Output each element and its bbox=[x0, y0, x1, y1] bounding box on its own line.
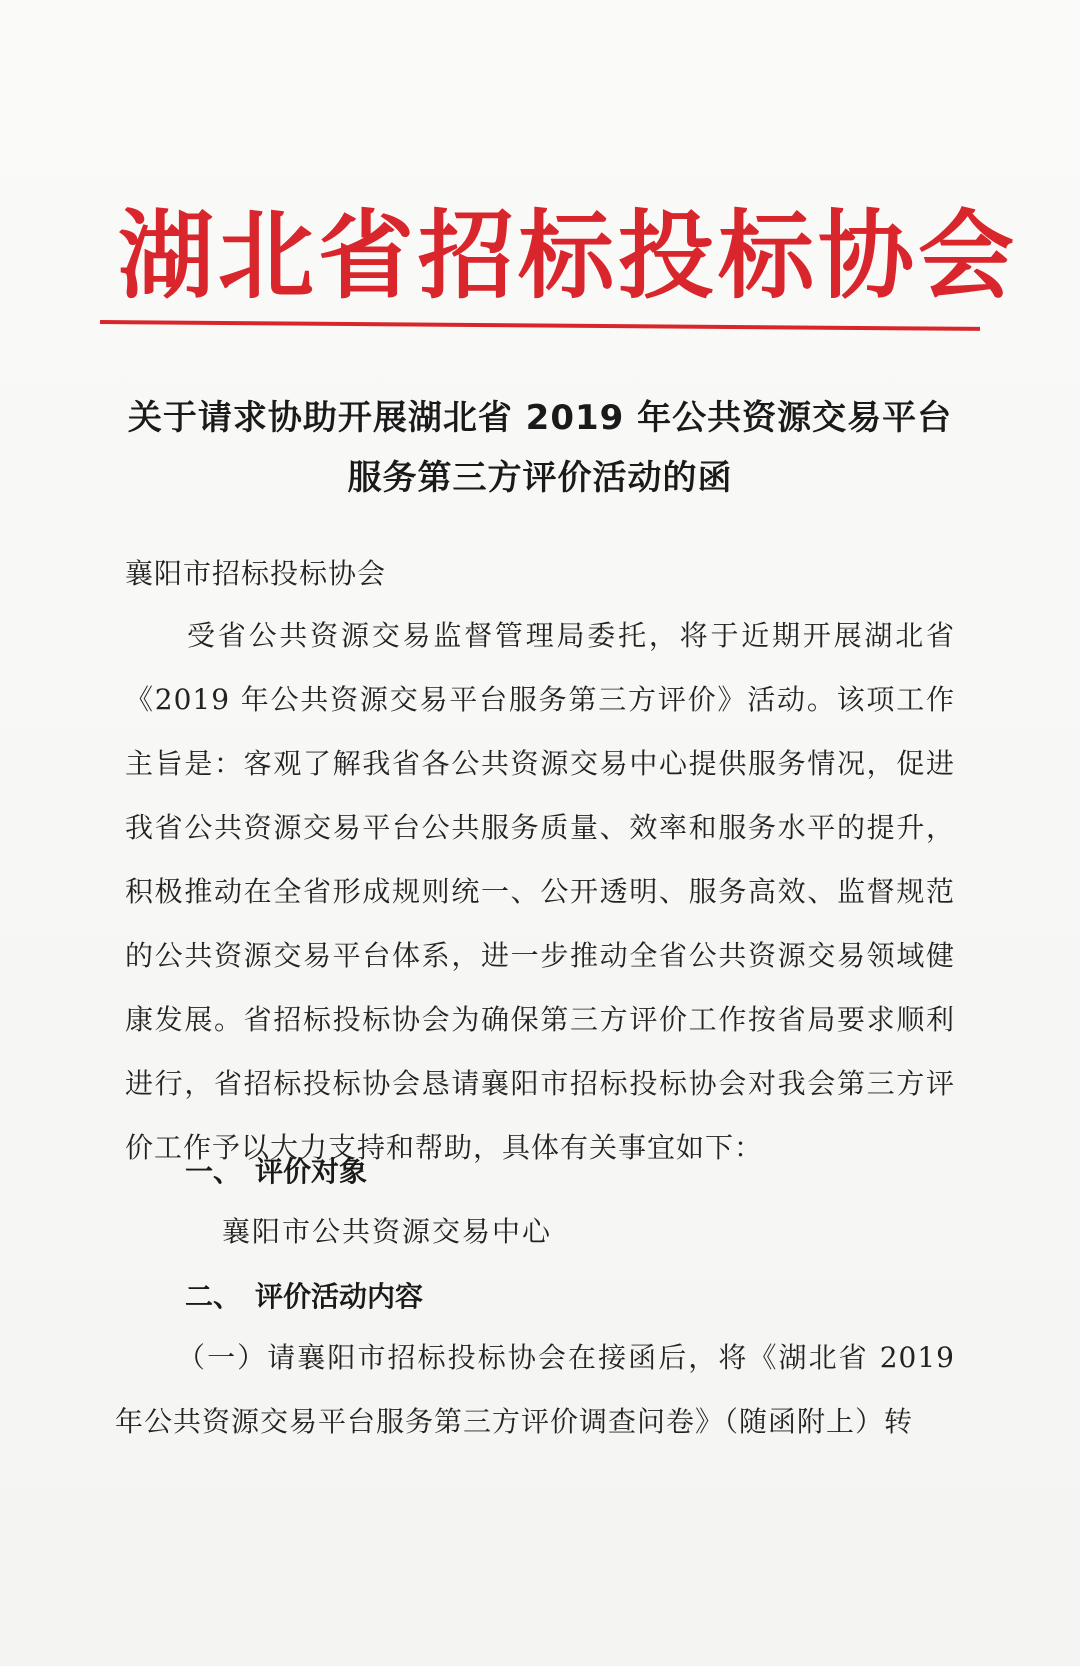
section-1-content: 襄阳市公共资源交易中心 bbox=[222, 1215, 553, 1248]
document-title-line-1: 关于请求协助开展湖北省 2019 年公共资源交易平台 bbox=[127, 398, 953, 438]
document-title-line-2: 服务第三方评价活动的函 bbox=[347, 458, 733, 498]
salutation: 襄阳市招标投标协会 bbox=[125, 557, 387, 590]
section-2-number: 二、 bbox=[185, 1280, 242, 1313]
section-1-title: 评价对象 bbox=[255, 1155, 368, 1188]
letterhead-red-rule bbox=[100, 320, 980, 331]
section-2-item-1: （一）请襄阳市招标投标协会在接函后，将《湖北省 2019 年公共资源交易平台服务第三方评价调查问卷》（随函附上）转 bbox=[115, 1341, 955, 1438]
section-2-title: 评价活动内容 bbox=[255, 1280, 424, 1313]
section-1-heading bbox=[185, 1150, 367, 1190]
section-1-number: 一、 bbox=[185, 1155, 242, 1188]
letterhead-title: 湖北省招标投标协会 bbox=[118, 199, 1018, 312]
body-paragraph-1: 受省公共资源交易监督管理局委托，将于近期开展湖北省《2019 年公共资源交易平台服务第三方评价》活动。该项工作主旨是：客观了解我省各公共资源交易中心提供服务情况，促进我省公共资源交易平台公共服务质量、效率和服务水平的提升，积极推动在全省形成规则统一、公开透明、服务高效、监督规范的公共资源交易平台体系，进一步推动全省公共资源交易领域健康发展。省招标投标协会为确保第三方评价工作按省局要求顺利进行，省招标投标协会恳请襄阳市招标投标协会对我会第三方评价工作予以大力支持和帮助，具体有关事宜如下： bbox=[125, 619, 955, 1164]
section-2-heading bbox=[185, 1275, 423, 1315]
